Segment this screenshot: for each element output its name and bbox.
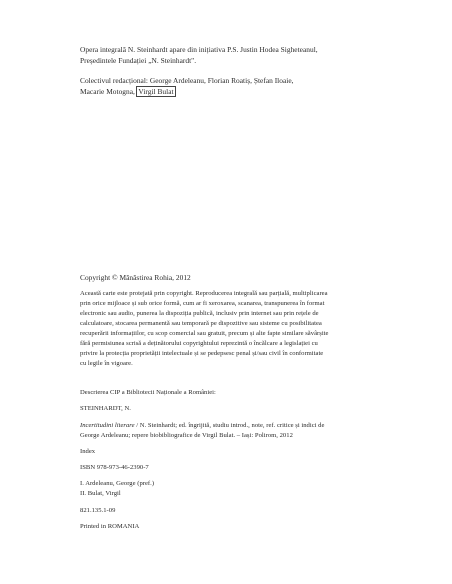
boxed-name-virgil-bulat: Virgil Bulat xyxy=(136,86,176,97)
rights-line: prin orice mijloace și sub orice formă, cum ar fi xeroxarea, scanarea, transpunerea în format xyxy=(80,300,325,307)
rights-line: recuperării informațiilor, cu scop comercial sau gratuit, precum și alte fapte similare săvârșite xyxy=(80,330,329,337)
rights-line: fără permisiunea scrisă a deținătorului copyrightului reprezintă o încălcare a legislației cu xyxy=(80,340,318,347)
copyright-notice: Copyright © Mănăstirea Rohia, 2012 xyxy=(80,273,191,282)
cip-isbn: ISBN 978-973-46-2390-7 xyxy=(80,464,149,471)
rights-line: calculatoare, stocarea permanentă sau temporară pe dispozitive sau sisteme cu posibilitatea xyxy=(80,320,322,327)
cip-book-title: Incertitudini literare xyxy=(80,422,135,429)
opera-line-1: Opera integrală N. Steinhardt apare din inițiativa P.S. Justin Hodea Sigheteanul, xyxy=(80,45,318,54)
rights-line: cu legile în vigoare. xyxy=(80,360,133,367)
cip-index: Index xyxy=(80,448,96,455)
opera-line-2: Președintele Fundației „N. Steinhardt". xyxy=(80,56,197,65)
colectiv-names-prefix: Macarie Motogna, xyxy=(80,87,135,96)
cip-contributor-1: I. Ardeleanu, George (pref.) xyxy=(80,480,155,487)
cip-contributor-2: II. Bulat, Virgil xyxy=(80,490,121,497)
rights-line: Această carte este protejată prin copyright. Reproducerea integrală sau parțială, multiplicarea xyxy=(80,290,328,297)
rights-line: privire la protecția proprietății intelectuale și se pedepsesc penal și/sau civil în conformitate xyxy=(80,350,324,357)
cip-title-line-2: George Ardeleanu; repere biobibliografice de Virgil Bulat. – Iași: Polirom, 2012 xyxy=(80,432,293,439)
colectiv-line-1: Colectivul redacțional: George Ardeleanu, Florian Roatiș, Ștefan Iloaie, xyxy=(80,76,294,85)
printed-in: Printed in ROMANIA xyxy=(80,523,140,530)
cip-title-details: / N. Steinhardt; ed. îngrijită, studiu introd., note, ref. critice și indici de xyxy=(134,422,325,429)
rights-line: electronic sau audio, punerea la dispoziția publică, inclusiv prin internet sau prin rețele de xyxy=(80,310,319,317)
colectiv-line-2 xyxy=(80,87,176,97)
cip-title-line-1 xyxy=(80,421,324,431)
cip-classification: 821.135.1-09 xyxy=(80,507,116,514)
cip-heading: Descrierea CIP a Bibliotecii Naționale a României: xyxy=(80,389,216,396)
cip-author: STEINHARDT, N. xyxy=(80,405,131,412)
